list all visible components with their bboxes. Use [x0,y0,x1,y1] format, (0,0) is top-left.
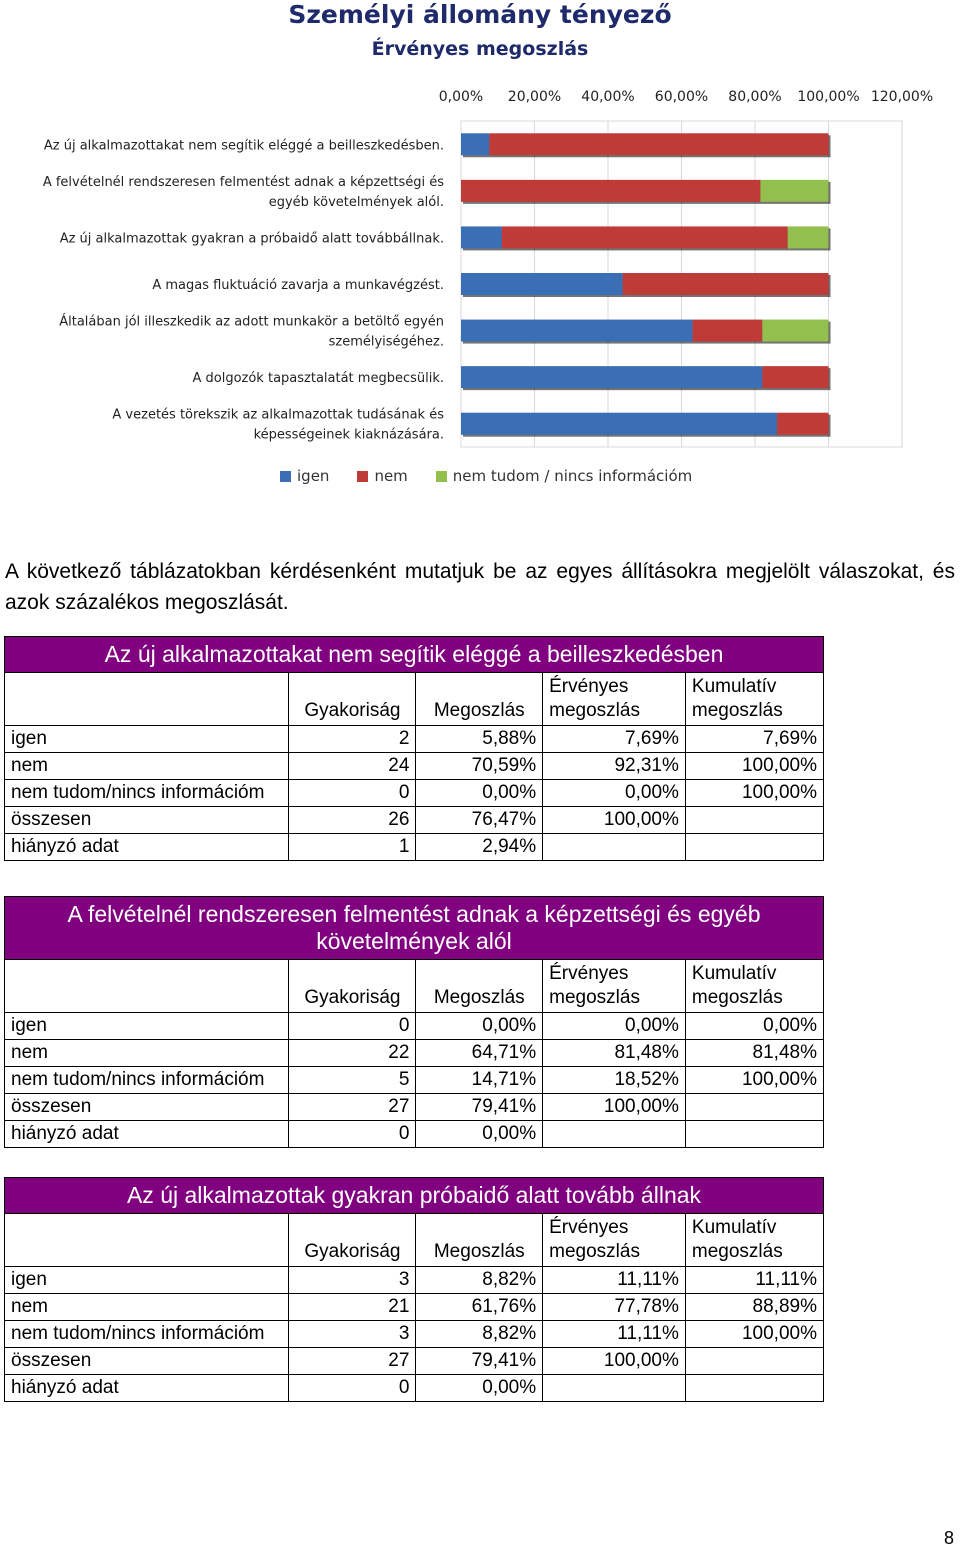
table-title: Az új alkalmazottakat nem segítik eléggé a beilleszkedésben [5,637,824,673]
x-tick-label: 80,00% [728,89,782,105]
bar-segment [788,226,829,248]
table-cell: 2 [289,726,416,753]
table-cell [543,1375,686,1402]
table-cell: hiányzó adat [5,834,289,861]
table-cell: 2,94% [416,834,543,861]
table-title: A felvételnél rendszeresen felmentést adnak a képzettségi és egyéb követelmények alól [5,897,824,960]
table-cell: 100,00% [685,1321,823,1348]
x-tick-label: 0,00% [438,89,484,105]
table-cell [685,1375,823,1402]
table-cell: összesen [5,807,289,834]
category-label: Az új alkalmazottakat nem segítik eléggé a beilleszkedésben. [43,138,444,154]
table-cell [685,1121,823,1148]
bar-segment [489,133,828,155]
table-cell [685,1348,823,1375]
table-cell: igen [5,1013,289,1040]
table-row [5,1321,824,1348]
category-label: egyéb követelmények alól. [268,194,444,210]
frequency-table [4,1177,824,1402]
table-cell: 0 [289,1121,416,1148]
category-label: személyiségéhez. [328,334,444,350]
table-cell: 3 [289,1267,416,1294]
legend-swatch [357,471,368,482]
table-cell: hiányzó adat [5,1375,289,1402]
header-kumulativ: Kumulatív megoszlás [685,1214,823,1267]
table-cell: összesen [5,1348,289,1375]
table-row [5,780,824,807]
table-cell: 27 [289,1094,416,1121]
x-tick-label: 100,00% [797,89,860,105]
category-label: Az új alkalmazottak gyakran a próbaidő alatt továbbállnak. [59,231,444,247]
table-cell: 5 [289,1067,416,1094]
bar-segment [623,273,829,295]
table-cell: 0,00% [543,1013,686,1040]
table-cell: hiányzó adat [5,1121,289,1148]
table-row [5,1013,824,1040]
table-cell: 5,88% [416,726,543,753]
table-cell: 27 [289,1348,416,1375]
bar-segment [461,133,489,155]
legend-label: igen [297,467,330,485]
header-gyakorisag: Gyakoriság [289,1214,416,1267]
bar-segment [461,273,623,295]
table-row [5,1375,824,1402]
legend-swatch [280,471,291,482]
table-cell: 100,00% [685,1067,823,1094]
header-gyakorisag: Gyakoriság [289,673,416,726]
table-cell: 61,76% [416,1294,543,1321]
chart-title: Személyi állomány tényező [288,0,672,29]
table-cell: igen [5,726,289,753]
table-cell: nem tudom/nincs információm [5,780,289,807]
header-blank [5,1214,289,1267]
table-cell: nem tudom/nincs információm [5,1321,289,1348]
table-cell: 14,71% [416,1067,543,1094]
table-cell: 0,00% [416,1013,543,1040]
x-tick-label: 60,00% [654,89,709,105]
x-tick-label: 20,00% [507,89,562,105]
table-cell: 76,47% [416,807,543,834]
header-kumulativ: Kumulatív megoszlás [685,960,823,1013]
table-cell: 8,82% [416,1321,543,1348]
table-cell: 79,41% [416,1348,543,1375]
table-row [5,753,824,780]
table-cell: nem [5,1294,289,1321]
table-cell [685,1094,823,1121]
header-megoszlas: Megoszlás [416,673,543,726]
table-row [5,1094,824,1121]
table-row [5,1267,824,1294]
bar-segment [762,320,828,342]
table-cell: 64,71% [416,1040,543,1067]
x-tick-label: 40,00% [581,89,635,105]
table-cell: 21 [289,1294,416,1321]
table-cell: 79,41% [416,1094,543,1121]
table-cell: 100,00% [543,1348,686,1375]
table-cell: 7,69% [543,726,686,753]
bar-segment [461,226,502,248]
table-cell: 8,82% [416,1267,543,1294]
table-cell: 11,11% [685,1267,823,1294]
table-row [5,1067,824,1094]
table-row [5,807,824,834]
legend-item [436,467,692,485]
table-cell [685,807,823,834]
table-cell [685,834,823,861]
table-cell: nem [5,753,289,780]
page-number: 8 [944,1528,955,1548]
category-label: A magas fluktuáció zavarja a munkavégzést. [152,278,444,293]
bar-segment [693,320,763,342]
bar-segment [461,366,762,388]
table-cell: 7,69% [685,726,823,753]
table-cell: 0,00% [416,1121,543,1148]
table-cell: nem tudom/nincs információm [5,1067,289,1094]
table-row [5,1121,824,1148]
header-ervenyes: Érvényes megoszlás [543,673,686,726]
legend-item [280,467,329,485]
table-cell: 100,00% [685,780,823,807]
table-cell: 0,00% [685,1013,823,1040]
table-cell: 22 [289,1040,416,1067]
category-label: A dolgozók tapasztalatát megbecsülik. [192,371,444,387]
bar-segment [461,180,760,202]
table-cell [543,1121,686,1148]
table-title: Az új alkalmazottak gyakran próbaidő alatt tovább állnak [5,1178,824,1214]
legend-swatch [436,471,447,482]
table-cell: 70,59% [416,753,543,780]
legend-label: nem [374,467,408,485]
chart-subtitle: Érvényes megoszlás [371,38,589,60]
table-row [5,834,824,861]
chart-legend [280,467,720,485]
legend-item [357,467,407,485]
bar-segment [762,366,828,388]
table-row [5,1040,824,1067]
table-cell: 81,48% [543,1040,686,1067]
table-cell: 24 [289,753,416,780]
frequency-table [4,636,824,861]
header-gyakorisag: Gyakoriság [289,960,416,1013]
header-blank [5,673,289,726]
table-cell: összesen [5,1094,289,1121]
bar-segment [777,413,828,435]
frequency-table [4,896,824,1148]
table-cell: 100,00% [685,753,823,780]
table-cell: 11,11% [543,1267,686,1294]
table-cell: 26 [289,807,416,834]
category-label: A felvételnél rendszeresen felmentést adnak a képzettségi és [42,174,444,190]
table-cell: 0,00% [416,1375,543,1402]
header-megoszlas: Megoszlás [416,1214,543,1267]
table-cell: 81,48% [685,1040,823,1067]
category-label: Általában jól illeszkedik az adott munkakör a betöltő egyén [59,314,444,330]
table-cell: nem [5,1040,289,1067]
table-cell: 0 [289,1013,416,1040]
bar-segment [461,413,777,435]
table-cell [543,834,686,861]
table-cell: 92,31% [543,753,686,780]
category-label: képességeinek kiaknázására. [253,427,444,443]
legend-label: nem tudom / nincs információm [452,467,693,485]
table-cell: 1 [289,834,416,861]
x-tick-label: 120,00% [870,89,934,105]
header-ervenyes: Érvényes megoszlás [543,1214,686,1267]
table-cell: 0 [289,1375,416,1402]
table-cell: 77,78% [543,1294,686,1321]
table-cell: 0,00% [543,780,686,807]
table-cell: 3 [289,1321,416,1348]
table-cell: 100,00% [543,1094,686,1121]
table-cell: 0 [289,780,416,807]
table-row [5,1348,824,1375]
header-ervenyes: Érvényes megoszlás [543,960,686,1013]
table-cell: igen [5,1267,289,1294]
header-blank [5,960,289,1013]
category-label: A vezetés törekszik az alkalmazottak tudásának és [112,407,444,423]
header-megoszlas: Megoszlás [416,960,543,1013]
bar-segment [502,226,788,248]
table-cell: 100,00% [543,807,686,834]
bar-segment [461,320,693,342]
table-row [5,726,824,753]
intro-paragraph: A következő táblázatokban kérdésenként mutatjuk be az egyes állításokra megjelölt válaszokat, és azok százalékos megoszlását. [5,560,955,614]
table-cell: 88,89% [685,1294,823,1321]
bar-segment [760,180,828,202]
table-cell: 0,00% [416,780,543,807]
table-row [5,1294,824,1321]
table-cell: 18,52% [543,1067,686,1094]
header-kumulativ: Kumulatív megoszlás [685,673,823,726]
stacked-bar-chart [0,0,960,470]
table-cell: 11,11% [543,1321,686,1348]
